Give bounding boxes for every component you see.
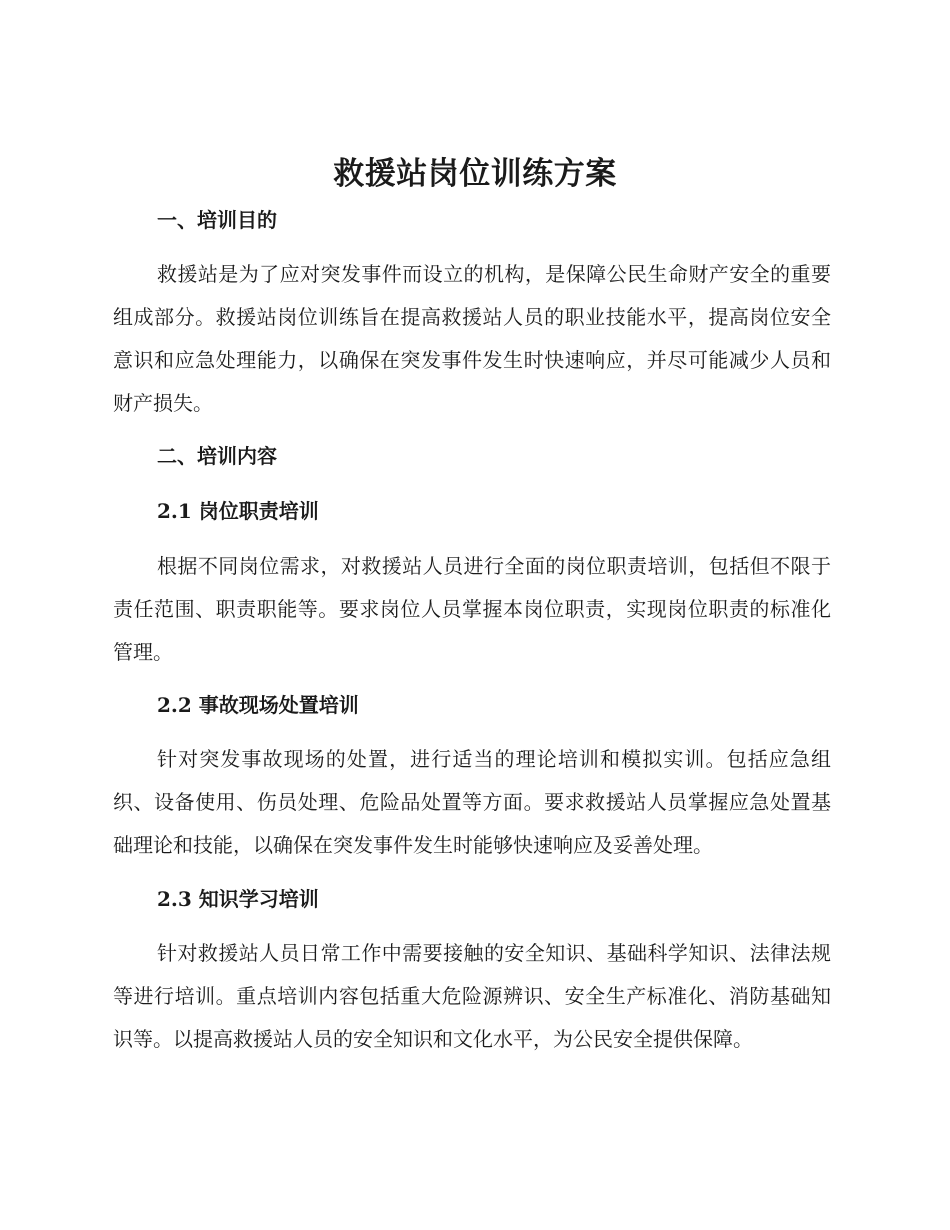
subsection-heading-accident-handling: 2.2 事故现场处置培训 (157, 693, 359, 717)
paragraph-job-duties: 根据不同岗位需求，对救援站人员进行全面的岗位职责培训，包括但不限于责任范围、职责职能等。要求岗位人员掌握本岗位职责，实现岗位职责的标准化管理。 (113, 554, 831, 664)
section-heading-training-purpose: 一、培训目的 (157, 208, 277, 232)
paragraph-accident-handling: 针对突发事故现场的处置，进行适当的理论培训和模拟实训。包括应急组织、设备使用、伤员处理、危险品处置等方面。要求救援站人员掌握应急处置基础理论和技能，以确保在突发事件发生时能够快速响应及妥善处理。 (113, 747, 831, 857)
subsection-heading-job-duties: 2.1 岗位职责培训 (157, 499, 319, 523)
section-heading-training-content: 二、培训内容 (157, 444, 277, 468)
paragraph-knowledge-learning: 针对救援站人员日常工作中需要接触的安全知识、基础科学知识、法律法规等进行培训。重点培训内容包括重大危险源辨识、安全生产标准化、消防基础知识等。以提高救援站人员的安全知识和文化水平，为公民安全提供保障。 (113, 941, 831, 1051)
document-title: 救援站岗位训练方案 (333, 156, 617, 192)
subsection-heading-knowledge-learning: 2.3 知识学习培训 (157, 887, 319, 911)
paragraph-training-purpose: 救援站是为了应对突发事件而设立的机构，是保障公民生命财产安全的重要组成部分。救援站岗位训练旨在提高救援站人员的职业技能水平，提高岗位安全意识和应急处理能力，以确保在突发事件发生时快速响应，并尽可能减少人员和财产损失。 (113, 262, 831, 415)
